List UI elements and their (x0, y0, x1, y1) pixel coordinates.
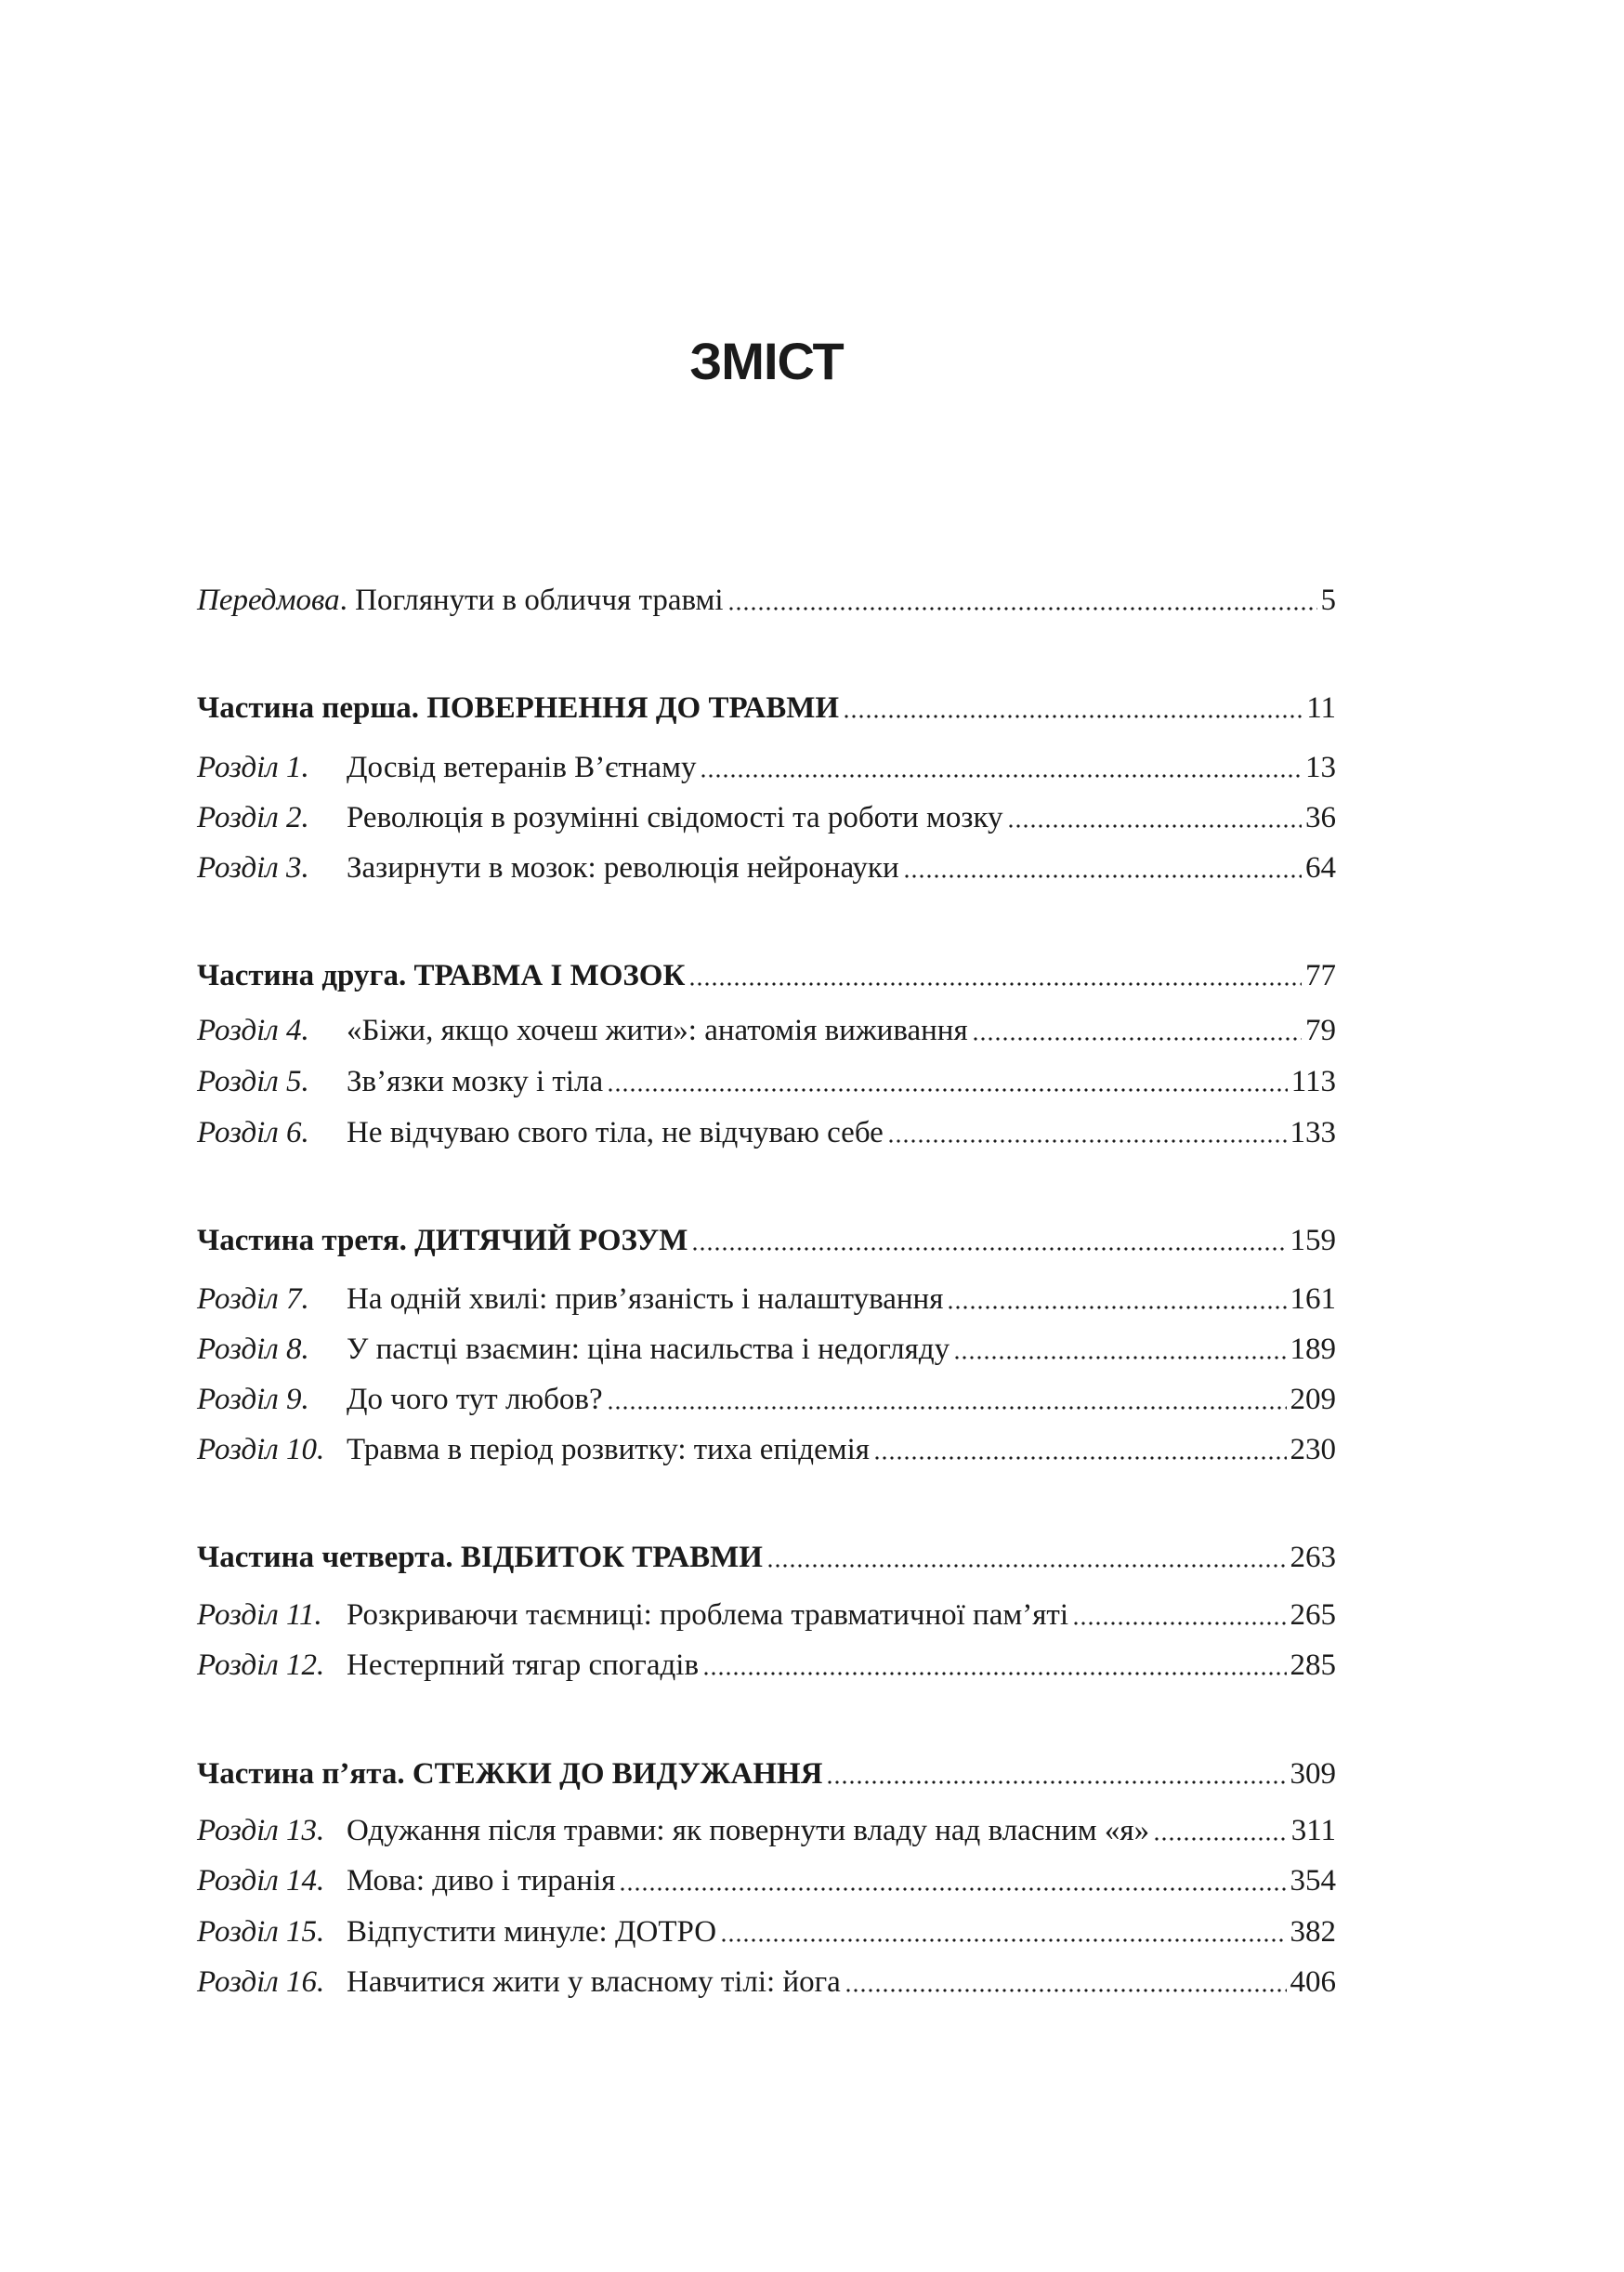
dot-leader (700, 773, 1302, 779)
part-heading (197, 1537, 763, 1578)
chapter-label: Розділ 15. (197, 1915, 325, 1949)
page-number: 265 (1290, 1598, 1336, 1632)
part-label: Частина п’ята. (197, 1757, 405, 1791)
dot-leader (727, 606, 1317, 611)
page-number: 161 (1290, 1282, 1336, 1316)
chapter-title: «Біжи, якщо хочеш жити»: анатомія виживання (347, 1014, 968, 1047)
part-title: ВІДБИТОК ТРАВМИ (460, 1541, 763, 1574)
part-heading (197, 955, 685, 996)
page-number: 79 (1305, 1014, 1336, 1047)
toc-chapter[interactable] (197, 1645, 1336, 1686)
chapter-label: Розділ 10. (197, 1433, 325, 1466)
toc-chapter[interactable] (197, 1379, 1336, 1420)
chapter-title: Травма в період розвитку: тиха епідемія (347, 1433, 870, 1466)
part-title: СТЕЖКИ ДО ВИДУЖАННЯ (412, 1757, 823, 1791)
chapter-title: Революція в розумінні свідомості та роботи мозку (347, 801, 1003, 834)
dot-leader (1153, 1836, 1288, 1842)
dot-leader (607, 1087, 1288, 1093)
dot-leader (843, 714, 1303, 719)
dot-leader (887, 1138, 1287, 1144)
part-label: Частина третя. (197, 1224, 407, 1257)
chapter-label: Розділ 7. (197, 1282, 309, 1316)
chapter-label: Розділ 14. (197, 1864, 325, 1898)
dot-leader (1072, 1621, 1287, 1626)
chapter-label: Розділ 12. (197, 1648, 325, 1682)
page-number: 263 (1290, 1541, 1336, 1574)
preface-title: . Поглянути в обличчя травмі (339, 584, 724, 617)
chapter-title: Зв’язки мозку і тіла (347, 1065, 604, 1098)
toc-preface[interactable] (197, 580, 1336, 621)
page-number: 5 (1320, 584, 1336, 617)
dot-leader (607, 1405, 1287, 1411)
chapter-label: Розділ 3. (197, 851, 309, 885)
part-heading (197, 1753, 822, 1794)
dot-leader (1007, 823, 1302, 829)
page-number: 189 (1290, 1333, 1336, 1366)
dot-leader (947, 1305, 1286, 1310)
chapter-title: Навчитися жити у власному тілі: йога (347, 1965, 841, 1999)
toc-chapter[interactable] (197, 1962, 1336, 2003)
chapter-title: Мова: диво і тиранія (347, 1864, 616, 1898)
page-number: 64 (1305, 851, 1336, 885)
chapter-title: Не відчуваю свого тіла, не відчуваю себе (347, 1116, 884, 1149)
dot-leader (903, 873, 1302, 879)
page-number: 13 (1305, 751, 1336, 784)
toc-chapter[interactable] (197, 797, 1336, 838)
dot-leader (972, 1036, 1302, 1042)
part-heading (197, 1220, 688, 1261)
toc-part[interactable] (197, 1537, 1336, 1578)
dot-leader (873, 1455, 1287, 1461)
toc-chapter[interactable] (197, 1329, 1336, 1370)
chapter-title: Розкриваючи таємниці: проблема травматичної пам’яті (347, 1598, 1068, 1632)
dot-leader (826, 1780, 1286, 1785)
page-number: 159 (1290, 1224, 1336, 1257)
chapter-label: Розділ 6. (197, 1116, 309, 1149)
toc-part[interactable] (197, 688, 1336, 729)
dot-leader (766, 1563, 1287, 1569)
toc-chapter[interactable] (197, 1279, 1336, 1320)
dot-leader (691, 1246, 1286, 1252)
chapter-title: Нестерпний тягар спогадів (347, 1648, 700, 1682)
part-title: ДИТЯЧИЙ РОЗУМ (414, 1224, 688, 1257)
part-title: ТРАВМА І МОЗОК (413, 959, 686, 992)
page-number: 133 (1290, 1116, 1336, 1149)
chapter-title: На одній хвилі: прив’язаність і налаштування (347, 1282, 944, 1316)
page-number: 36 (1305, 801, 1336, 834)
chapter-label: Розділ 13. (197, 1814, 325, 1847)
toc-chapter[interactable] (197, 1112, 1336, 1153)
toc-part[interactable] (197, 1220, 1336, 1261)
dot-leader (845, 1988, 1287, 1993)
dot-leader (702, 1671, 1286, 1676)
part-label: Частина перша. (197, 691, 419, 725)
dot-leader (720, 1937, 1286, 1943)
chapter-label: Розділ 2. (197, 801, 309, 834)
dot-leader (688, 981, 1302, 987)
toc-part[interactable] (197, 955, 1336, 996)
part-label: Частина друга. (197, 959, 407, 992)
page-number: 230 (1290, 1433, 1336, 1466)
dot-leader (953, 1355, 1286, 1360)
chapter-title: Одужання після травми: як повернути владу над власним «я» (347, 1814, 1150, 1847)
toc-part[interactable] (197, 1753, 1336, 1794)
chapter-label: Розділ 5. (197, 1065, 309, 1098)
toc-chapter[interactable] (197, 1860, 1336, 1901)
chapter-label: Розділ 4. (197, 1014, 309, 1047)
page-number: 354 (1290, 1864, 1336, 1898)
dot-leader (619, 1886, 1286, 1892)
part-label: Частина четверта. (197, 1541, 453, 1574)
toc-chapter[interactable] (197, 1595, 1336, 1635)
page-number: 209 (1290, 1383, 1336, 1416)
page-number: 77 (1305, 959, 1336, 992)
page-number: 406 (1290, 1965, 1336, 1999)
chapter-title: Відпустити минуле: ДОТРО (347, 1915, 717, 1949)
part-heading (197, 688, 839, 729)
chapter-title: Досвід ветеранів В’єтнаму (347, 751, 697, 784)
page-number: 309 (1290, 1757, 1336, 1791)
toc-chapter[interactable] (197, 1010, 1336, 1051)
toc-chapter[interactable] (197, 847, 1336, 888)
chapter-label: Розділ 11. (197, 1598, 322, 1632)
chapter-title: До чого тут любов? (347, 1383, 603, 1416)
toc-chapter[interactable] (197, 747, 1336, 788)
chapter-label: Розділ 16. (197, 1965, 325, 1999)
page-number: 382 (1290, 1915, 1336, 1949)
page-number: 11 (1306, 691, 1336, 725)
page-number: 113 (1290, 1065, 1336, 1098)
page-number: 285 (1290, 1648, 1336, 1682)
page-title: ЗМІСТ (689, 332, 844, 390)
page-number: 311 (1290, 1814, 1336, 1847)
chapter-label: Розділ 8. (197, 1333, 309, 1366)
part-title: ПОВЕРНЕННЯ ДО ТРАВМИ (426, 691, 840, 725)
preface-label: Передмова (197, 584, 340, 617)
toc-chapter[interactable] (197, 1429, 1336, 1470)
toc-chapter[interactable] (197, 1061, 1336, 1102)
chapter-title: У пастці взаємин: ціна насильства і недогляду (347, 1333, 950, 1366)
chapter-label: Розділ 9. (197, 1383, 309, 1416)
chapter-label: Розділ 1. (197, 751, 309, 784)
chapter-title: Зазирнути в мозок: революція нейронауки (347, 851, 899, 885)
toc-chapter[interactable] (197, 1810, 1336, 1851)
toc-chapter[interactable] (197, 1911, 1336, 1952)
